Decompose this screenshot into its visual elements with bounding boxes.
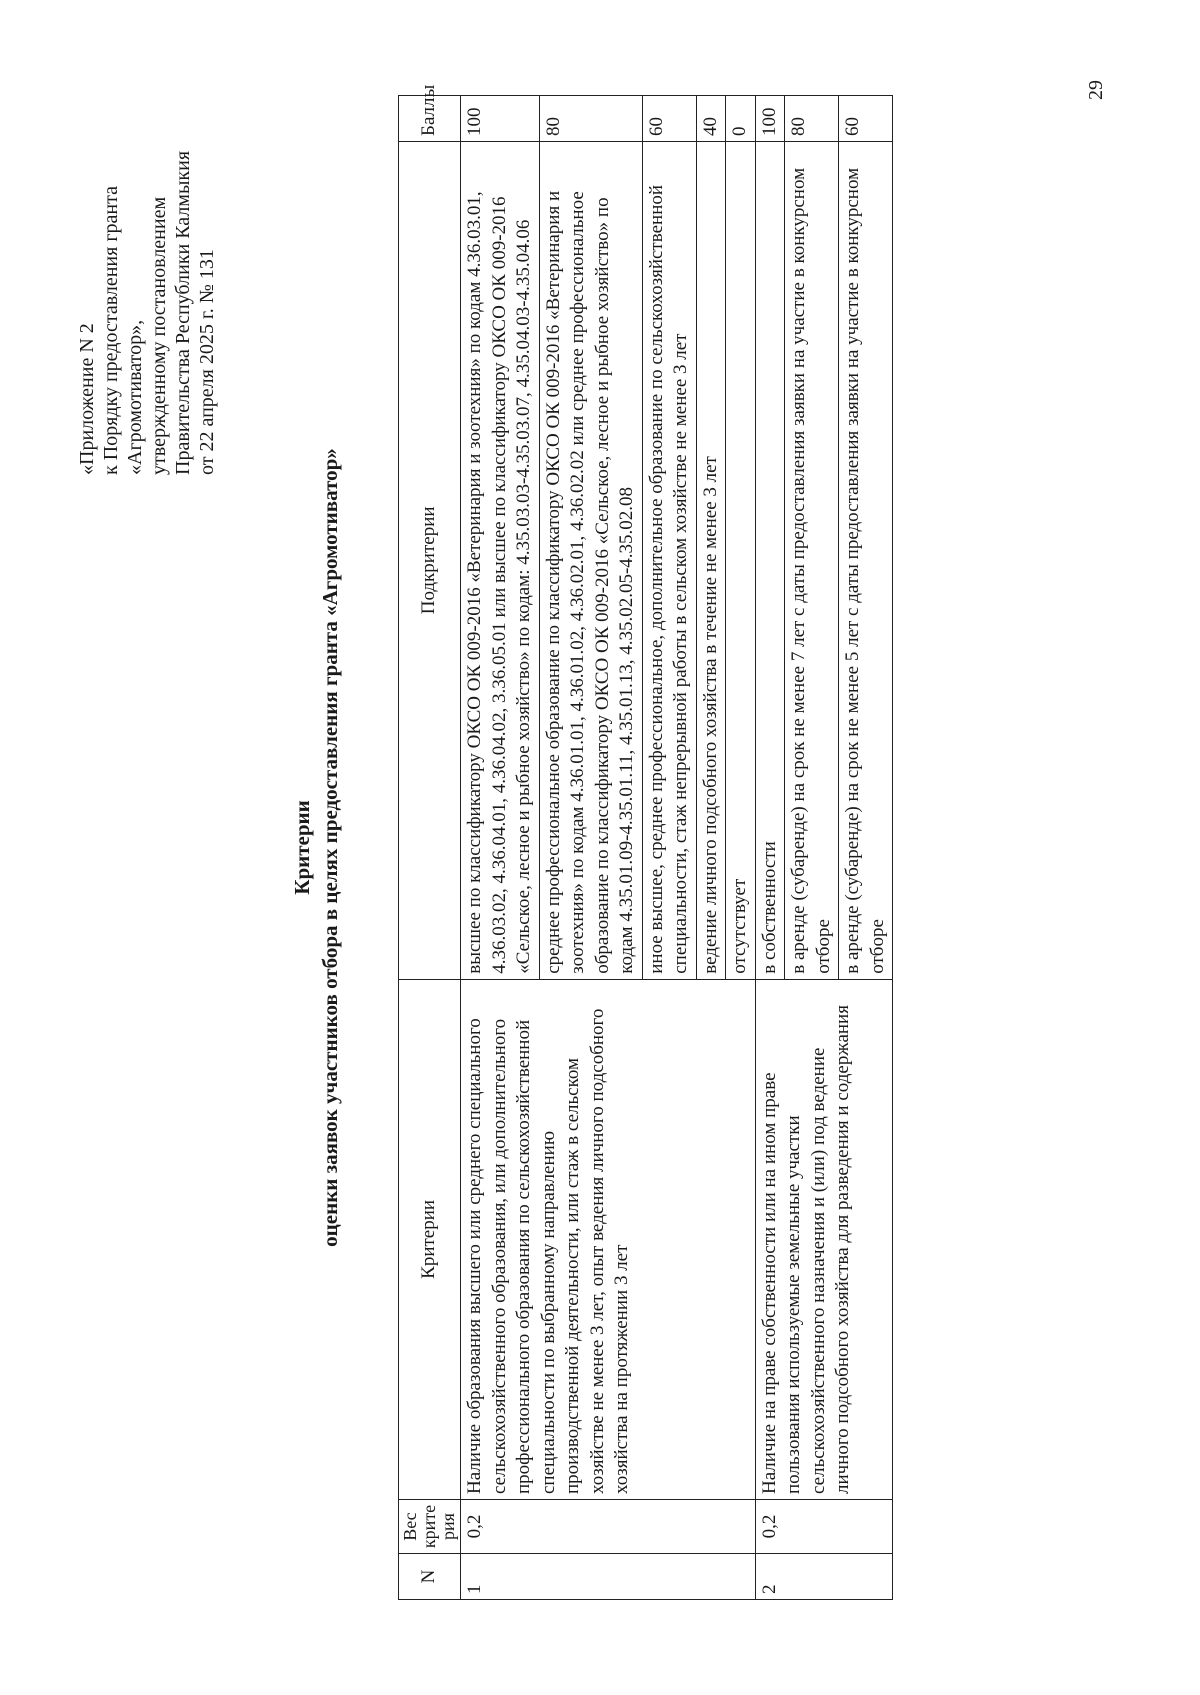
header-number: N: [399, 1554, 461, 1600]
document-title: Критерии: [290, 800, 314, 895]
appendix-line: «Агромотиватор»,: [124, 319, 146, 475]
row-number: 2: [755, 1554, 893, 1600]
header-subcriteria: Подкритерии: [399, 141, 461, 979]
row-number: 1: [461, 1554, 756, 1600]
appendix-note: [75, 151, 219, 475]
subcriterion-points: 100: [461, 96, 540, 142]
subcriterion-points: 40: [696, 96, 726, 142]
page-number: 29: [1085, 80, 1107, 100]
appendix-line: «Приложение N 2: [76, 323, 98, 475]
document-subtitle: оценки заявок участников отбора в целях предоставления гранта «Агромотиватор»: [318, 448, 342, 1247]
subcriterion: отсутствует: [726, 141, 756, 979]
subcriterion: иное высшее, среднее профессиональное, дополнительное образование по сельскохозяйственной специальности, стаж непрерывной работы в сельском хозяйстве не менее 3 лет: [642, 141, 696, 979]
table-header-row: [399, 96, 461, 1600]
subcriterion: ведение личного подсобного хозяйства в течение не менее 3 лет: [696, 141, 726, 979]
table-row: [461, 96, 540, 1600]
subcriterion: в аренде (субаренде) на срок не менее 7 лет с даты предоставления заявки на участие в конкурсном отборе: [785, 141, 839, 979]
subcriterion: в аренде (субаренде) на срок не менее 5 лет с даты предоставления заявки на участие в конкурсном отборе: [839, 141, 893, 979]
header-points: Баллы: [399, 96, 461, 142]
row-weight: 0,2: [461, 1500, 756, 1554]
subcriterion: высшее по классификатору ОКСО ОК 009-2016 «Ветеринария и зоотехния» по кодам 4.36.03.01, 4.36.03.02, 4.36.04.01, 4.36.04.02, 3.36.05.01 или высшее по классификатору ОКСО ОК 009-2016 «Сельское, лесное и рыбное хозяйство» по кодам: 4.35.03.03-4.35.03.07, 4.35.04.03-4.35.04.06: [461, 141, 540, 979]
subcriterion-points: 80: [785, 96, 839, 142]
header-weight: Вес крите рия: [399, 1500, 461, 1554]
subcriterion-points: 0: [726, 96, 756, 142]
criteria-table: [398, 84, 893, 1600]
subcriterion: в собственности: [755, 141, 785, 979]
appendix-line: от 22 апреля 2025 г. № 131: [196, 249, 218, 475]
appendix-line: утвержденному постановлением: [148, 196, 170, 475]
row-criteria: Наличие образования высшего или среднего специального сельскохозяйственного образования, или дополнительного профессионального образования по сельскохозяйственной специальности по выбранному направлению производственной деятельности, или стаж в сельском хозяйстве не менее 3 лет, опыт ведения личного подсобного хозяйства на протяжении 3 лет: [461, 979, 756, 1499]
header-criteria: Критерии: [399, 979, 461, 1499]
subcriterion-points: 80: [539, 96, 642, 142]
subcriterion-points: 100: [755, 96, 785, 142]
appendix-line: Правительства Республики Калмыкия: [172, 150, 194, 475]
row-criteria: Наличие на праве собственности или на ином праве пользования используемые земельные участки сельскохозяйственного назначения и (или) под ведение личного подсобного хозяйства для разведения и содержания: [755, 979, 893, 1499]
subcriterion-points: 60: [642, 96, 696, 142]
row-weight: 0,2: [755, 1500, 893, 1554]
appendix-line: к Порядку предоставления гранта: [100, 186, 122, 475]
subcriterion: среднее профессиональное образование по классификатору ОКСО ОК 009-2016 «Ветеринария и зоотехния» по кодам 4.36.01.01, 4.36.01.02, 4.36.02.01, 4.36.02.02 или среднее профессиональное образование по классификатору ОКСО ОК 009-2016 «Сельское, лесное и рыбное хозяйство» по кодам 4.35.01.09-4.35.01.11, 4.35.01.13, 4.35.02.05-4.35.02.08: [539, 141, 642, 979]
subcriterion-points: 60: [839, 96, 893, 142]
table-row: [755, 96, 785, 1600]
